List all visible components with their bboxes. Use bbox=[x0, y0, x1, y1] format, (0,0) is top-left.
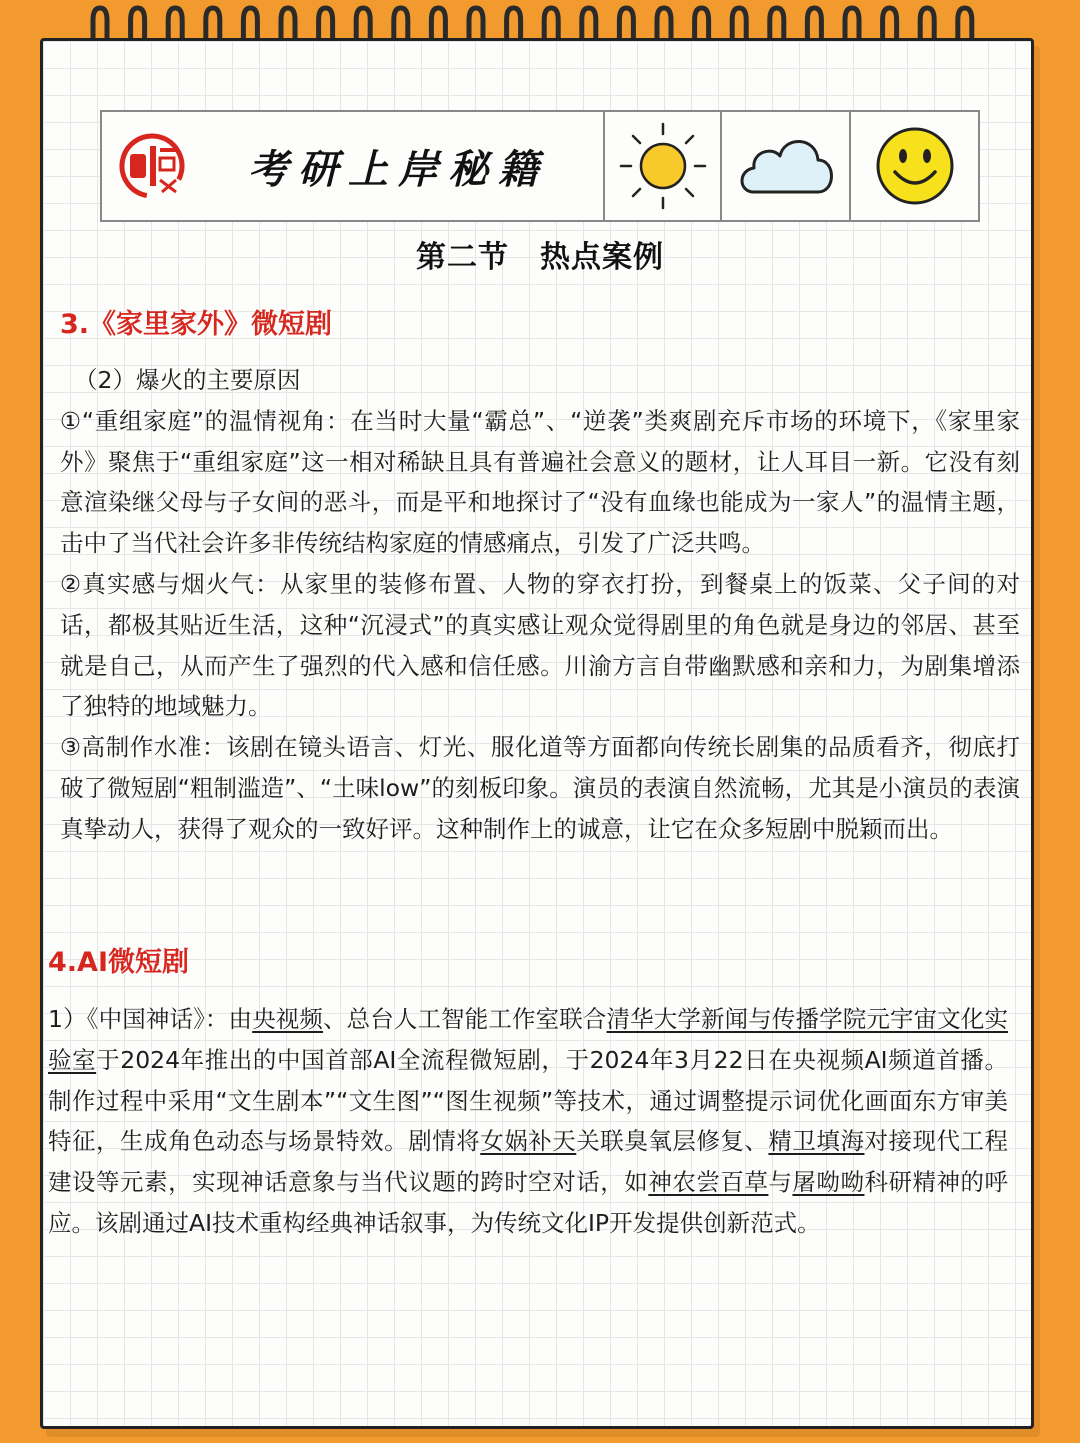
case4-text-6: 与 bbox=[768, 1168, 793, 1197]
link-nuwa: 女娲补天 bbox=[480, 1127, 577, 1156]
case4-text-2: 、总台人工智能工作室联合 bbox=[323, 1005, 607, 1033]
title-cell bbox=[102, 112, 605, 220]
case3-point-1: ①“重组家庭”的温情视角：在当时大量“霸总”、“逆袭”类爽剧充斥市场的环境下，《家里家外》聚焦于“重组家庭”这一相对稀缺且具有普遍社会意义的题材，让人耳目一新。它没有刻意渲染继父母与子女间的恶斗，而是平和地探讨了“没有血缘也能成为一家人”的温情主题，击中了当代社会许多非传统结构家庭的情感痛点，引发了广泛共鸣。 bbox=[60, 406, 1020, 558]
case4-paragraph bbox=[48, 999, 1008, 1244]
header-banner bbox=[100, 110, 980, 222]
case4-text-3: 于2024年推出的中国首部AI全流程微短剧，于2024年3月22日在央视频AI频道首播。制作过程中采用“文生剧本”“文生图”“图生视频”等技术，通过调整提示词优化画面东方审美特征，生成角色动态与场景特效。剧情将 bbox=[48, 1045, 1008, 1156]
cloud-cell bbox=[722, 112, 851, 220]
case4-body bbox=[48, 999, 1008, 1244]
smiley-cell bbox=[851, 112, 978, 220]
link-tsinghua-lab: 清华大学新闻与传播学院元宇宙文化实验室 bbox=[48, 1005, 1009, 1074]
link-shennong: 神农尝百草 bbox=[648, 1168, 769, 1197]
link-tu-youyou: 屠呦呦 bbox=[792, 1168, 865, 1197]
case4-text-7: 科研精神的呼应。该剧通过AI技术重构经典神话叙事，为传统文化IP开发提供创新范式。 bbox=[48, 1168, 1009, 1237]
case3-body bbox=[60, 360, 1020, 850]
case3-point-3: ③高制作水准：该剧在镜头语言、灯光、服化道等方面都向传统长剧集的品质看齐，彻底打破了微短剧“粗制滥造”、“土味low”的刻板印象。演员的表演自然流畅，尤其是小演员的表演真挚动人，获得了观众的一致好评。这种制作上的诚意，让它在众多短剧中脱颖而出。 bbox=[60, 733, 1020, 843]
case4-text-1: 1）《中国神话》：由 bbox=[48, 1005, 253, 1033]
case4-text-4: 关联臭氧层修复、 bbox=[576, 1127, 769, 1156]
brand-seal-icon bbox=[116, 130, 188, 202]
sun-cell bbox=[605, 112, 722, 220]
case3-subtitle: （2）爆火的主要原因 bbox=[74, 366, 301, 394]
case4-heading: 4.AI微短剧 bbox=[48, 947, 189, 978]
case4-text-5: 对接现代工程建设等元素，实现神话意象与当代议题的跨时空对话，如 bbox=[48, 1127, 1009, 1197]
smiley-icon bbox=[873, 124, 957, 208]
case3-heading: 3.《家里家外》微短剧 bbox=[60, 309, 333, 340]
sun-icon bbox=[615, 118, 711, 214]
link-jingwei: 精卫填海 bbox=[768, 1127, 865, 1156]
brand-title: 考研上岸秘籍 bbox=[248, 145, 548, 193]
cloud-icon bbox=[732, 126, 840, 206]
case3-point-2: ②真实感与烟火气：从家里的装修布置、人物的穿衣打扮，到餐桌上的饭菜、父子间的对话，都极其贴近生活，这种“沉浸式”的真实感让观众觉得剧里的角色就是身边的邻居、甚至就是自己，从而产生了强烈的代入感和信任感。川渝方言自带幽默感和亲和力，为剧集增添了独特的地域魅力。 bbox=[60, 569, 1020, 721]
link-cctv-video: 央视频 bbox=[252, 1005, 324, 1033]
section-title: 第二节 热点案例 bbox=[416, 240, 664, 275]
